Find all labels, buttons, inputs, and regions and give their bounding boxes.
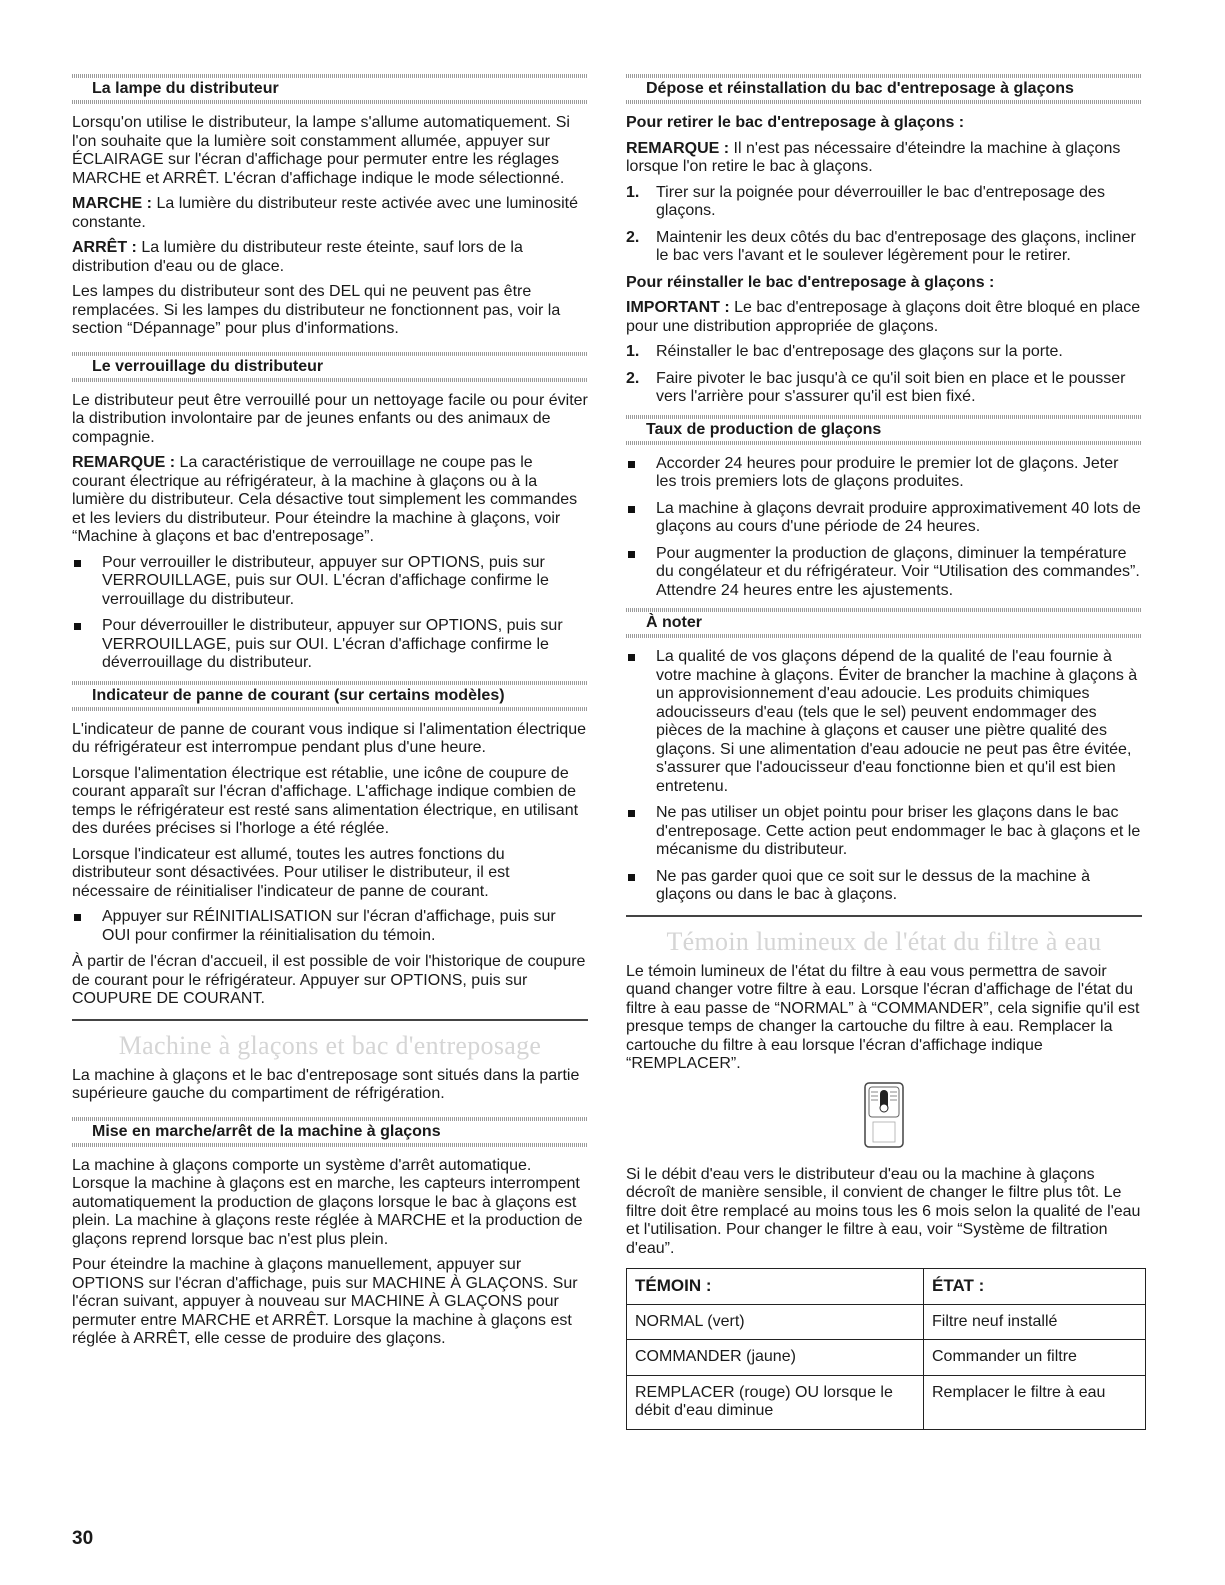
remarque-text: La caractéristique de verrouillage ne coupe pas le courant électrique au réfrigérateur, à la machine à glaçons ou à la lumière du distributeur. Cela désactive tout simplement les commandes et les leviers du distributeur. Pour éteindre la machine à glaçons, voir “Machine à glaçons et bac d'entreposage”. [72, 454, 578, 545]
list-item: Pour verrouiller le distributeur, appuyer sur OPTIONS, puis sur VERROUILLAGE, puis sur OUI. L'écran d'affichage confirme le verrouillage du distributeur. [72, 554, 588, 610]
on-off-paragraph-1: La machine à glaçons comporte un système d'arrêt automatique. Lorsque la machine à glaçons est en marche, les capteurs interrompent automatiquement la production de glaçons lorsque le bac à glaçons est plein. La machine à glaçons reste réglée à MARCHE et la production de glaçons reprend lorsque bac n'est plus plein. [72, 1156, 583, 1248]
step-number: 1. [626, 183, 640, 201]
list-item: Pour déverrouiller le distributeur, appuyer sur OPTIONS, puis sur VERROUILLAGE, puis sur OUI. L'écran d'affichage confirme le déverrouillage du distributeur. [72, 617, 588, 673]
arret-label: ARRÊT : [72, 239, 137, 256]
step-number: 1. [626, 343, 640, 360]
power-paragraph-2: Lorsque l'alimentation électrique est rétablie, une icône de coupure de courant apparaît sur l'écran d'affichage. L'affichage indique combien de temps le réfrigérateur est resté sans alimentation électrique, en utilisant des durées précises si l'horloge a été réglée. [72, 764, 579, 837]
section-heading-production: Taux de production de glaçons [626, 415, 1142, 445]
filter-paragraph-2: Si le débit d'eau vers le distributeur d'eau ou la machine à glaçons décroît de manière sensible, il convient de changer le filtre plus tôt. Le filtre doit être remplacé au moins tous les 6 mois selon la qualité de l'eau et l'utilisation. Pour changer le filtre à eau, voir “Système de filtration d'eau”. [626, 1165, 1141, 1257]
step-text: Faire pivoter le bac jusqu'à ce qu'il soit bien en place et le pousser vers l'arrière pour s'assurer qu'il est bien fixé. [656, 369, 1126, 405]
marche-paragraph [72, 195, 588, 232]
important-text: Le bac d'entreposage à glaçons doit être bloqué en place pour une distribution appropriée de glaçons. [626, 299, 1141, 335]
marche-label: MARCHE : [72, 195, 152, 212]
table-header-row [627, 1269, 1146, 1305]
power-paragraph-3: Lorsque l'indicateur est allumé, toutes les autres fonctions du distributeur sont désactivées. Pour utiliser le distributeur, il est nécessaire de réinitialiser l'indicateur de panne de courant. [72, 845, 510, 900]
table-row [627, 1304, 1146, 1340]
remarque-label: REMARQUE : [626, 139, 730, 157]
list-item: Pour augmenter la production de glaçons, diminuer la température du congélateur et du réfrigérateur. Voir “Utilisation des commandes”. Attendre 24 heures entre les ajustements. [626, 545, 1142, 601]
list-item [626, 370, 1142, 407]
list-item: Ne pas garder quoi que ce soit sur le dessus de la machine à glaçons ou dans le bac à glaçons. [626, 868, 1142, 905]
production-bullets [626, 455, 1142, 601]
remarque-text: Il n'est pas nécessaire d'éteindre la machine à glaçons lorsque l'on retire le bac à glaçons. [626, 139, 1121, 175]
ice-maker-paragraph: La machine à glaçons et le bac d'entreposage sont situés dans la partie supérieure gauche du compartiment de réfrigération. [72, 1066, 580, 1102]
list-item [626, 184, 1142, 221]
section-heading-power: Indicateur de panne de courant (sur certains modèles) [72, 681, 588, 711]
important-label: IMPORTANT : [626, 299, 730, 316]
list-item: Ne pas utiliser un objet pointu pour briser les glaçons dans le bac d'entreposage. Cette action peut endommager le bac à glaçons et le mécanisme du distributeur. [626, 804, 1142, 860]
section-heading-on-off: Mise en marche/arrêt de la machine à glaçons [72, 1117, 588, 1147]
reinstall-note [626, 299, 1142, 336]
power-paragraph-4: À partir de l'écran d'accueil, il est possible de voir l'historique de coupure de courant pour le réfrigérateur. Appuyer sur OPTIONS, puis sur COUPURE DE COURANT. [72, 953, 586, 1007]
table-cell: NORMAL (vert) [627, 1304, 924, 1340]
right-column [626, 74, 1142, 1430]
lock-bullets [72, 554, 588, 673]
table-header-temoin: TÉMOIN : [627, 1269, 924, 1305]
remove-heading: Pour retirer le bac d'entreposage à glaçons : [626, 114, 965, 131]
filter-status-table [626, 1268, 1146, 1430]
filter-status-icon [626, 1082, 1142, 1148]
filter-paragraph-1: Le témoin lumineux de l'état du filtre à eau vous permettra de savoir quand changer votre filtre à eau. Lorsque l'écran d'affichage de l'état du filtre à eau passe de “NORMAL” à “COMMANDER”, cela signifie qu'il est presque temps de changer la cartouche du filtre à eau. Remplacer la cartouche du filtre à eau lorsque l'écran d'affichage indique “REMPLACER”. [626, 962, 1140, 1072]
remove-steps [626, 184, 1142, 266]
reinstall-heading: Pour réinstaller le bac d'entreposage à glaçons : [626, 273, 995, 291]
arret-text: La lumière du distributeur reste éteinte, sauf lors de la distribution d'eau ou de glace. [72, 239, 523, 275]
list-item [626, 229, 1142, 266]
section-title-filter: Témoin lumineux de l'état du filtre à eau [626, 915, 1142, 961]
list-item: Appuyer sur RÉINITIALISATION sur l'écran d'affichage, puis sur OUI pour confirmer la réinitialisation du témoin. [72, 908, 588, 945]
table-cell: Remplacer le filtre à eau [924, 1375, 1146, 1429]
table-row [627, 1375, 1146, 1429]
table-cell: Filtre neuf installé [924, 1304, 1146, 1340]
marche-text: La lumière du distributeur reste activée avec une luminosité constante. [72, 195, 578, 231]
lock-note [72, 454, 588, 547]
list-item: La qualité de vos glaçons dépend de la qualité de l'eau fournie à votre machine à glaçons. Éviter de brancher la machine à glaçons à un approvisionnement d'eau adoucie. Les produits chimiques adoucisseurs d'eau (tels que le sel) peuvent endommager des pièces de la machine à glaçons et causer une piètre qualité des glaçons. Si une alimentation d'eau adoucie ne peut pas être évitée, s'assurer que l'adoucisseur d'eau fonctionne bien et qu'il est bien entretenu. [626, 648, 1142, 796]
step-text: Tirer sur la poignée pour déverrouiller le bac d'entreposage des glaçons. [656, 183, 1105, 219]
table-cell: Commander un filtre [924, 1340, 1146, 1376]
remove-note [626, 140, 1142, 177]
remarque-label: REMARQUE : [72, 454, 176, 471]
section-title-ice-maker: Machine à glaçons et bac d'entreposage [72, 1019, 588, 1065]
lock-paragraph: Le distributeur peut être verrouillé pour un nettoyage facile ou pour éviter la distribution involontaire par de jeunes enfants ou des animaux de compagnie. [72, 391, 588, 446]
list-item: La machine à glaçons devrait produire approximativement 40 lots de glaçons au cours d'une période de 24 heures. [626, 500, 1142, 537]
reinstall-steps [626, 343, 1142, 407]
note-bullets [626, 648, 1142, 905]
step-text: Réinstaller le bac d'entreposage des glaçons sur la porte. [656, 343, 1063, 360]
step-text: Maintenir les deux côtés du bac d'entreposage des glaçons, incliner le bac vers l'avant et le soulever légèrement pour le retirer. [656, 228, 1136, 264]
section-heading-bin: Dépose et réinstallation du bac d'entreposage à glaçons [626, 74, 1142, 104]
step-number: 2. [626, 369, 640, 387]
table-row [627, 1340, 1146, 1376]
left-column [72, 74, 588, 1356]
step-number: 2. [626, 228, 640, 246]
power-bullets [72, 908, 588, 945]
table-cell: COMMANDER (jaune) [627, 1340, 924, 1376]
section-heading-note: À noter [626, 608, 1142, 638]
list-item [626, 343, 1142, 362]
section-heading-lamp: La lampe du distributeur [72, 74, 588, 104]
on-off-paragraph-2: Pour éteindre la machine à glaçons manuellement, appuyer sur OPTIONS sur l'écran d'affichage, puis sur MACHINE À GLAÇONS. Sur l'écran suivant, appuyer à nouveau sur MACHINE À GLAÇONS pour permuter entre MARCHE et ARRÊT. Lorsque la machine à glaçons est réglée à ARRÊT, elle cesse de produire des glaçons. [72, 1256, 578, 1347]
page-number: 30 [72, 1528, 94, 1549]
water-filter-icon [864, 1082, 904, 1148]
list-item: Accorder 24 heures pour produire le premier lot de glaçons. Jeter les trois premiers lots de glaçons produites. [626, 455, 1142, 492]
arret-paragraph [72, 239, 588, 276]
section-heading-lock: Le verrouillage du distributeur [72, 352, 588, 382]
table-header-etat: ÉTAT : [924, 1269, 1146, 1305]
del-paragraph: Les lampes du distributeur sont des DEL qui ne peuvent pas être remplacées. Si les lampes du distributeur ne fonctionnent pas, voir la section “Dépannage” pour plus d'informations. [72, 283, 561, 337]
power-paragraph-1: L'indicateur de panne de courant vous indique si l'alimentation électrique du réfrigérateur est interrompue pendant plus d'une heure. [72, 720, 586, 756]
table-cell: REMPLACER (rouge) OU lorsque le débit d'eau diminue [627, 1375, 924, 1429]
lamp-paragraph: Lorsqu'on utilise le distributeur, la lampe s'allume automatiquement. Si l'on souhaite que la lumière soit constamment allumée, appuyer sur ÉCLAIRAGE sur l'écran d'affichage pour permuter entre les réglages MARCHE et ARRÊT. L'écran d'affichage indique le mode sélectionné. [72, 114, 570, 187]
